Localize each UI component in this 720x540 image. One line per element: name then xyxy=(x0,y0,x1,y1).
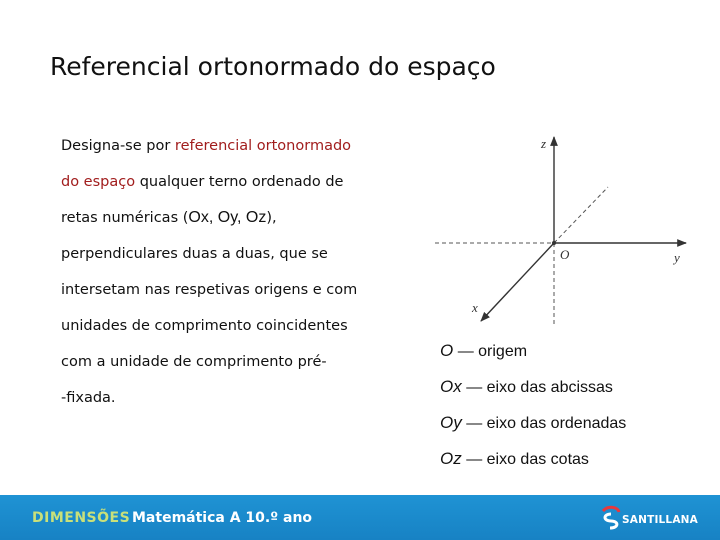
axes-notation: Ox, Oy, Oz xyxy=(188,209,267,226)
highlight-term-2: do espaço xyxy=(61,174,136,190)
x-axis xyxy=(481,243,554,321)
definition-line-2-rest: qualquer terno ordenado de xyxy=(135,174,344,190)
legend-symbol: Oz xyxy=(440,449,462,468)
legend-item-ox xyxy=(440,369,626,405)
definition-line-7: com a unidade de comprimento pré- xyxy=(61,354,327,370)
origin-label: O xyxy=(560,247,570,262)
axes-diagram xyxy=(430,128,700,328)
definition-line-1 xyxy=(61,128,421,164)
highlight-term-1: referencial ortonormado xyxy=(174,138,352,154)
definition-line-3 xyxy=(61,200,421,236)
legend-symbol: Oy xyxy=(440,413,462,432)
definition-line-2 xyxy=(61,164,421,200)
publisher-logo xyxy=(600,503,698,533)
origin-point xyxy=(552,241,556,245)
definition-line-1-prefix: Designa-se por xyxy=(61,138,175,154)
legend-symbol: Ox xyxy=(440,377,462,396)
definition-line-3-prefix: retas numéricas ( xyxy=(61,210,189,226)
legend-text: — origem xyxy=(457,343,528,360)
legend-item-oy xyxy=(440,405,626,441)
definition-line-6: unidades de comprimento coincidentes xyxy=(61,318,348,334)
definition-line-4: perpendiculares duas a duas, que se xyxy=(61,246,328,262)
y-axis-label: y xyxy=(674,250,680,265)
definition-line-3-suffix: ), xyxy=(266,210,277,226)
publisher-name: SANTILLANA xyxy=(622,514,698,526)
legend-item-origin xyxy=(440,333,626,369)
legend-text: — eixo das abcissas xyxy=(466,379,613,396)
page-title: Referencial ortonormado do espaço xyxy=(50,52,496,81)
z-axis-label: z xyxy=(541,136,547,151)
publisher-logo-icon xyxy=(600,505,622,531)
legend-text: — eixo das ordenadas xyxy=(466,415,627,432)
definition-line-5: intersetam nas respetivas origens e com xyxy=(61,282,358,298)
x-axis-negative xyxy=(554,187,608,243)
footer-subtitle: Matemática A 10.º ano xyxy=(132,510,313,526)
definition-line-8: -fixada. xyxy=(61,390,116,406)
definition-text xyxy=(61,128,421,416)
axes-legend xyxy=(440,333,626,477)
legend-text: — eixo das cotas xyxy=(466,451,589,468)
legend-symbol: O xyxy=(440,341,454,360)
footer-brand: DIMENSÕES xyxy=(32,510,131,526)
x-axis-label: x xyxy=(472,300,478,315)
legend-item-oz xyxy=(440,441,626,477)
footer-bar xyxy=(0,495,720,540)
